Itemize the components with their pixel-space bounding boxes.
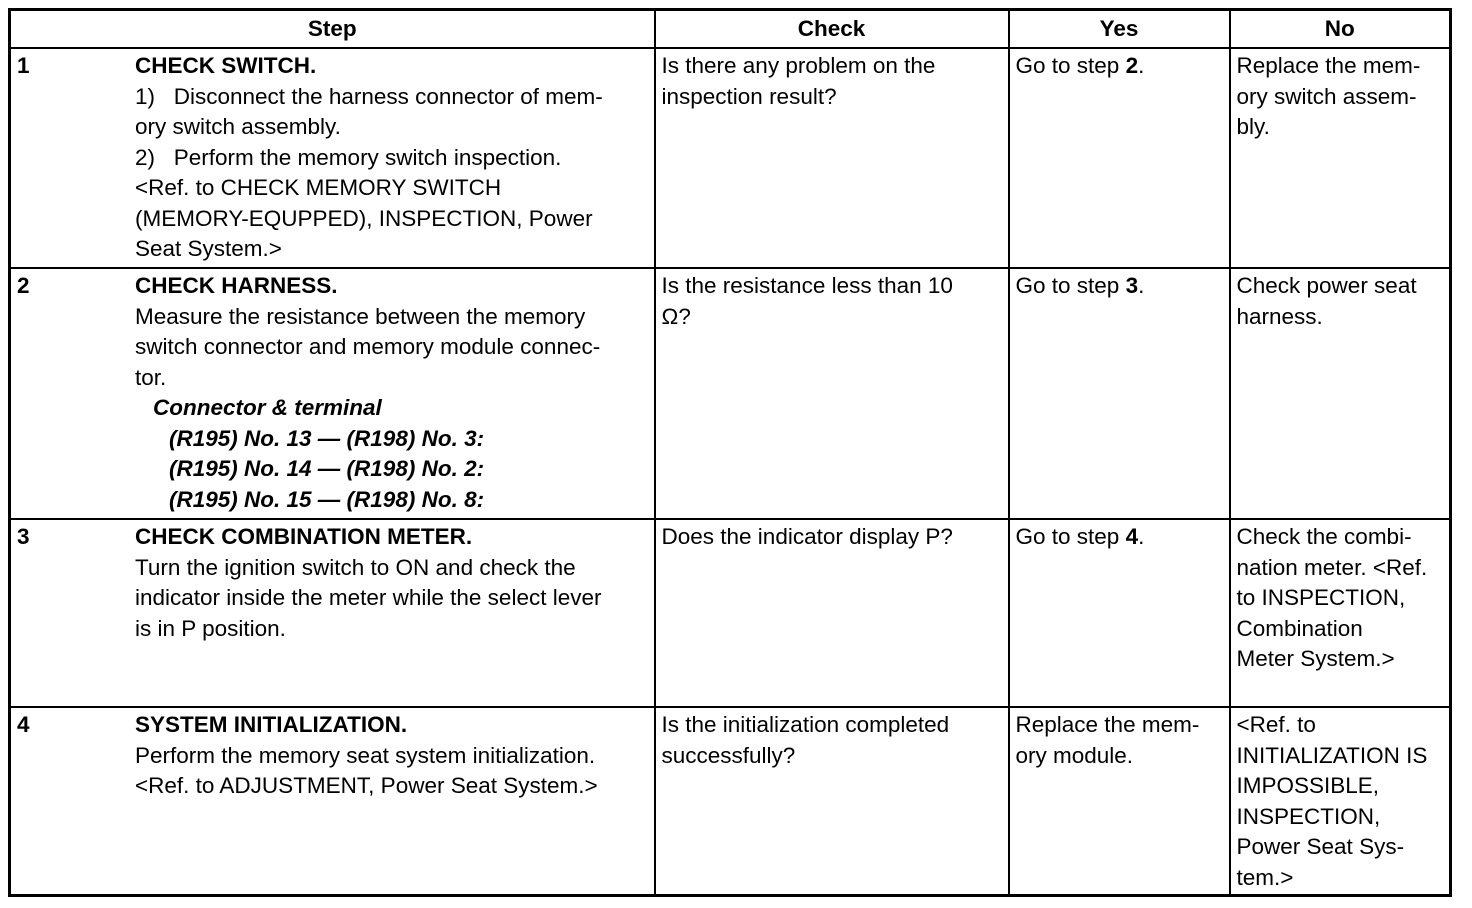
step-number: 3 [17, 524, 30, 549]
step-line: Perform the memory seat system initialization. [135, 742, 596, 768]
step-body [135, 271, 648, 515]
table-row [10, 519, 1451, 707]
yes-step-number: 2 [1125, 53, 1139, 78]
spec-line: (R195) No. 14 — (R198) No. 2: [169, 456, 485, 481]
step-line: is in P position. [135, 615, 286, 641]
check-line: Does the indicator display P? [661, 524, 953, 549]
no-cell [1230, 48, 1451, 268]
step-line: ory switch assembly. [135, 114, 341, 139]
no-line: bly. [1236, 114, 1270, 139]
no-line: to INSPECTION, [1236, 585, 1406, 610]
yes-cell [1009, 48, 1230, 268]
no-line: INSPECTION, [1236, 803, 1381, 829]
no-line: tem.> [1236, 864, 1294, 890]
no-line: Replace the mem- [1236, 53, 1421, 78]
no-line: IMPOSSIBLE, [1236, 773, 1380, 798]
table-row [10, 48, 1451, 268]
check-line: Ω? [661, 303, 691, 329]
step-cell [10, 268, 655, 519]
no-line: ory switch assem- [1236, 83, 1417, 109]
check-cell [655, 707, 1009, 896]
step-number: 1 [17, 53, 30, 78]
yes-prefix: Go to step [1015, 524, 1126, 549]
step-line: switch connector and memory module connec- [135, 334, 601, 359]
yes-prefix: Go to step [1015, 273, 1126, 298]
diagnostic-procedure-table [8, 8, 1452, 897]
step-number: 2 [17, 273, 30, 298]
no-line: <Ref. to [1236, 712, 1316, 737]
step-line: Seat System.> [135, 236, 282, 261]
yes-step-number: 3 [1125, 273, 1139, 298]
step-number: 4 [17, 712, 30, 737]
yes-line: ory module. [1015, 742, 1134, 768]
check-line: Is the initialization completed [661, 712, 950, 737]
no-line: Check the combi- [1236, 524, 1412, 549]
step-body [135, 51, 648, 265]
spec-heading: Connector & terminal [153, 395, 382, 420]
check-line: successfully? [661, 742, 796, 768]
step-cell [10, 48, 655, 268]
step-line: <Ref. to ADJUSTMENT, Power Seat System.> [135, 773, 598, 798]
step-line: 2) Perform the memory switch inspection. [135, 144, 562, 170]
yes-suffix: . [1138, 53, 1145, 78]
step-cell [10, 707, 655, 896]
step-cell [10, 519, 655, 707]
no-line: Meter System.> [1236, 646, 1395, 671]
step-title: CHECK SWITCH. [135, 53, 317, 78]
no-line: nation meter. <Ref. [1236, 554, 1428, 580]
yes-cell [1009, 707, 1230, 896]
step-title: CHECK COMBINATION METER. [135, 524, 473, 549]
yes-step-number: 4 [1125, 524, 1139, 549]
header-no: No [1230, 10, 1451, 49]
step-line: Turn the ignition switch to ON and check the [135, 554, 576, 580]
no-line: Combination [1236, 615, 1363, 641]
check-cell [655, 519, 1009, 707]
no-line: harness. [1236, 303, 1323, 329]
header-step: Step [10, 10, 655, 49]
check-cell [655, 268, 1009, 519]
no-line: Power Seat Sys- [1236, 834, 1405, 859]
no-cell [1230, 519, 1451, 707]
table-row [10, 707, 1451, 896]
no-line: Check power seat [1236, 273, 1417, 298]
step-line: indicator inside the meter while the select lever [135, 585, 602, 610]
yes-line: Replace the mem- [1015, 712, 1200, 737]
step-line: (MEMORY-EQUPPED), INSPECTION, Power [135, 205, 593, 231]
header-check: Check [655, 10, 1009, 49]
no-cell [1230, 268, 1451, 519]
check-cell [655, 48, 1009, 268]
yes-cell [1009, 519, 1230, 707]
yes-suffix: . [1138, 524, 1145, 549]
table-row [10, 268, 1451, 519]
step-title: CHECK HARNESS. [135, 273, 338, 298]
check-line: Is there any problem on the [661, 53, 936, 78]
step-body [135, 522, 648, 644]
yes-suffix: . [1138, 273, 1145, 298]
step-line: 1) Disconnect the harness connector of mem- [135, 83, 603, 109]
step-line: tor. [135, 364, 167, 390]
spec-line: (R195) No. 13 — (R198) No. 3: [169, 425, 485, 451]
no-line: INITIALIZATION IS [1236, 742, 1428, 768]
check-line: inspection result? [661, 83, 837, 109]
step-line: <Ref. to CHECK MEMORY SWITCH [135, 175, 502, 200]
no-cell [1230, 707, 1451, 896]
step-line: Measure the resistance between the memory [135, 303, 586, 329]
yes-prefix: Go to step [1015, 53, 1126, 78]
header-yes: Yes [1009, 10, 1230, 49]
step-body [135, 710, 648, 802]
table-header-row [10, 10, 1451, 49]
yes-cell [1009, 268, 1230, 519]
spec-line: (R195) No. 15 — (R198) No. 8: [169, 486, 485, 512]
check-line: Is the resistance less than 10 [661, 273, 953, 298]
step-title: SYSTEM INITIALIZATION. [135, 712, 408, 737]
